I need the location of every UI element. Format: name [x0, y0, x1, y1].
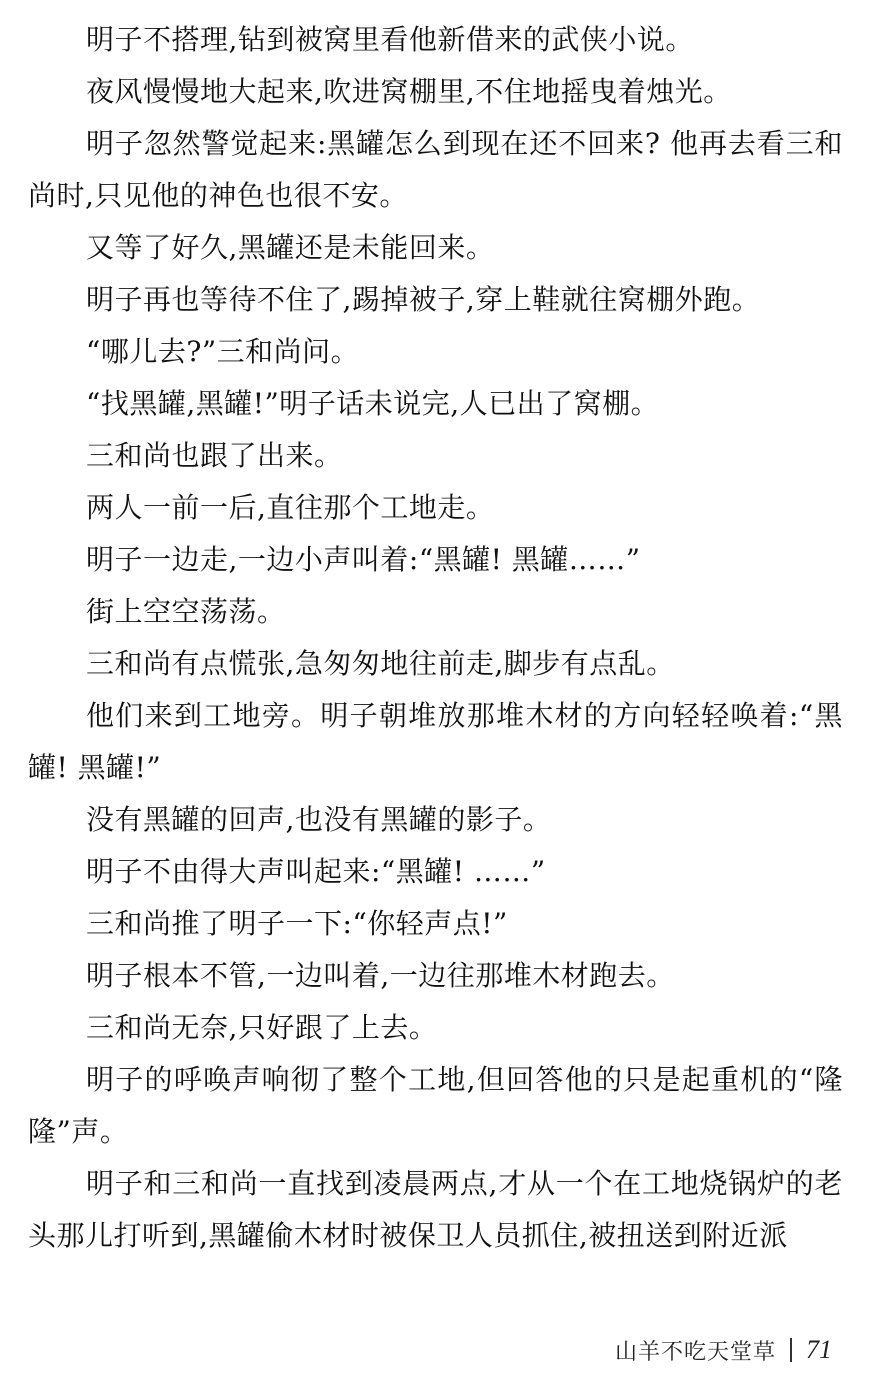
- paragraph-5: 明子再也等待不住了,踢掉被子,穿上鞋就往窝棚外跑。: [86, 283, 761, 316]
- paragraph-17: 明子根本不管,一边叫着,一边往那堆木材跑去。: [86, 959, 675, 992]
- paragraph-6: “哪儿去?”三和尚问。: [86, 335, 360, 368]
- page-footer: [615, 1332, 832, 1368]
- paragraph-19: 明子的呼唤声响彻了整个工地,但回答他的只是起重机的“隆隆”声。: [28, 1063, 843, 1148]
- book-title: 山羊不吃天堂草: [614, 1339, 776, 1365]
- paragraph-2: 夜风慢慢地大起来,吹进窝棚里,不住地摇曳着烛光。: [86, 75, 732, 108]
- page-number: 71: [806, 1335, 832, 1364]
- paragraph-15: 明子不由得大声叫起来:“黑罐! ……”: [86, 855, 546, 888]
- paragraph-20: 明子和三和尚一直找到凌晨两点,才从一个在工地烧锅炉的老头那儿打听到,黑罐偷木材时被保卫人员抓住,被扭送到附近派: [28, 1167, 843, 1252]
- paragraph-10: 明子一边走,一边小声叫着:“黑罐! 黑罐……”: [86, 543, 641, 576]
- paragraph-12: 三和尚有点慌张,急匆匆地往前走,脚步有点乱。: [86, 647, 675, 680]
- paragraph-14: 没有黑罐的回声,也没有黑罐的影子。: [86, 803, 552, 836]
- paragraph-18: 三和尚无奈,只好跟了上去。: [86, 1011, 438, 1044]
- paragraph-8: 三和尚也跟了出来。: [86, 439, 343, 472]
- paragraph-1: 明子不搭理,钻到被窝里看他新借来的武侠小说。: [86, 23, 694, 56]
- footer-divider: [790, 1338, 792, 1362]
- paragraph-11: 街上空空荡荡。: [86, 595, 286, 628]
- paragraph-9: 两人一前一后,直往那个工地走。: [86, 491, 495, 524]
- paragraph-3: 明子忽然警觉起来:黑罐怎么到现在还不回来? 他再去看三和尚时,只见他的神色也很不安。: [28, 127, 843, 212]
- page-body: [28, 14, 843, 1262]
- paragraph-16: 三和尚推了明子一下:“你轻声点!”: [86, 907, 508, 940]
- paragraph-7: “找黑罐,黑罐!”明子话未说完,人已出了窝棚。: [86, 387, 660, 420]
- paragraph-13: 他们来到工地旁。明子朝堆放那堆木材的方向轻轻唤着:“黑罐! 黑罐!”: [28, 699, 843, 784]
- paragraph-4: 又等了好久,黑罐还是未能回来。: [86, 231, 495, 264]
